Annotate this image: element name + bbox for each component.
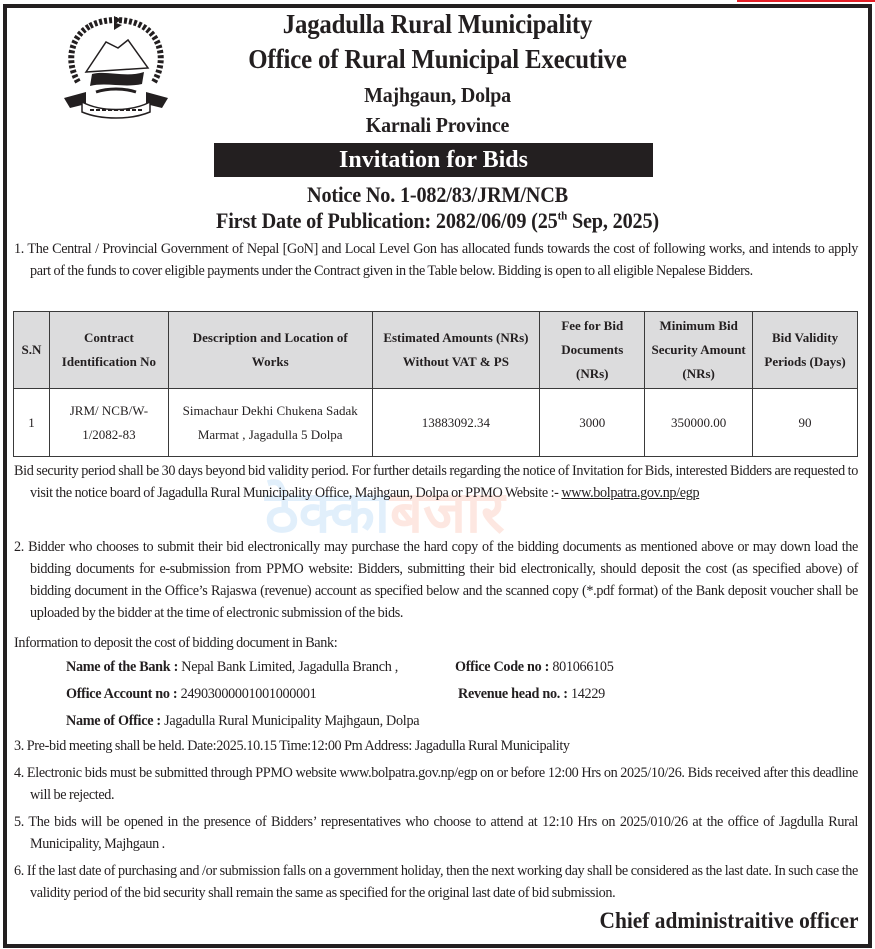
paragraph-1: 1. The Central / Provincial Government of Nepal [GoN] and Local Level Gon has allocated funds towards the cost of following works, and intends to apply part of the funds to cover eligible payments under the Contract given in the Table below. Bidding is open to all eligible Nepalese Bidders. — [14, 241, 858, 279]
account-value: 24903000001001000001 — [180, 686, 317, 702]
table-row — [14, 389, 858, 457]
paragraph-5: 5. The bids will be opened in the presence of Bidders’ representatives who choose to attend at 12:10 Hrs on 2025/010/26 at the office of Jagdulla Rural Municipality, Majhgaun . — [14, 814, 858, 852]
publication-date-sup: th — [557, 208, 568, 223]
header-description: Description and Location of Works — [168, 312, 372, 389]
header-fee: Fee for Bid Documents (NRs) — [540, 312, 645, 389]
notice-number: Notice No. 1-082/83/JRM/NCB — [307, 182, 568, 207]
invitation-banner: Invitation for Bids — [214, 143, 653, 177]
publication-date-prefix: First Date of Publication: 2082/06/09 (25 — [216, 208, 558, 233]
signature-title: Chief administraitive officer — [599, 908, 858, 933]
account-label: Office Account no : — [66, 686, 181, 702]
cell-estimated-amount: 13883092.34 — [372, 389, 540, 457]
table-header-row — [14, 312, 858, 389]
bank-name-row — [66, 656, 398, 678]
office-code-label: Office Code no : — [455, 659, 553, 675]
paragraph-6: 6. If the last date of purchasing and /or submission falls on a government holiday, then the next working day shall be considered as the last date. In such case the validity period of the bid security shall remain the same as specified for the original last date of bid submission. — [14, 863, 858, 901]
header-contract-id: Contract Identification No — [49, 312, 168, 389]
cell-validity: 90 — [753, 389, 858, 457]
bank-name-label: Name of the Bank : — [66, 659, 182, 675]
cell-fee: 3000 — [540, 389, 645, 457]
municipality-title: Jagadulla Rural Municipality — [282, 9, 593, 39]
header-bid-security: Minimum Bid Security Amount (NRs) — [645, 312, 753, 389]
paragraph-4: 4. Electronic bids must be submitted through PPMO website www.bolpatra.gov.np/egp on or before 12:00 Hrs on 2025/10/26. Bids received after this deadline will be rejected. — [14, 765, 858, 803]
paragraph-3: 3. Pre-bid meeting shall be held. Date:2025.10.15 Time:12:00 Pm Address: Jagadulla Rural Municipality — [14, 738, 570, 754]
bolpatra-link[interactable]: www.bolpatra.gov.np/egp — [561, 485, 700, 501]
watermark-part-a: ठेक्का — [265, 478, 390, 546]
office-name-label: Name of Office : — [66, 713, 165, 729]
publication-date — [35, 208, 840, 234]
bank-name-value: Nepal Bank Limited, Jagadulla Branch , — [181, 659, 399, 675]
cell-bid-security: 350000.00 — [645, 389, 753, 457]
cell-description: Simachaur Dekhi Chukena Sadak Marmat , Jagadulla 5 Dolpa — [168, 389, 372, 457]
province-name: Karnali Province — [365, 113, 510, 137]
watermark-part-b: बजार — [389, 478, 505, 546]
bank-info-heading: Information to deposit the cost of bidding document in Bank: — [14, 635, 338, 651]
header-sn: S.N — [14, 312, 50, 389]
cell-contract-id: JRM/ NCB/W-1/2082-83 — [49, 389, 168, 457]
office-code-row — [455, 656, 614, 678]
header-estimated-amount: Estimated Amounts (NRs) Without VAT & PS — [372, 312, 540, 389]
paragraph-2: 2. Bidder who chooses to submit their bid electronically may purchase the hard copy of the bidding documents as mentioned above or may down load the bidding documents for e-submission from PPMO website: Bidders, submitting their bid electronically, should deposit the cost (as specified above) of bidding document in the Office’s Rajaswa (revenue) account as specified below and the scanned copy (*.pdf format) of the Bank deposit voucher shall be uploaded by the bidder at the time of electronic submission of the bids. — [14, 539, 858, 621]
header-validity: Bid Validity Periods (Days) — [753, 312, 858, 389]
revenue-head-label: Revenue head no. : — [458, 686, 571, 702]
revenue-head-row — [458, 683, 605, 705]
bid-security-note — [14, 460, 858, 504]
cell-sn: 1 — [14, 389, 50, 457]
office-title: Office of Rural Municipal Executive — [248, 44, 627, 74]
office-address: Majhgaun, Dolpa — [364, 83, 511, 107]
publication-date-suffix: Sep, 2025) — [567, 208, 659, 233]
office-code-value: 801066105 — [552, 659, 614, 675]
revenue-head-value: 14229 — [570, 686, 605, 702]
top-red-line — [737, 0, 875, 2]
bids-table — [13, 311, 858, 457]
account-row — [66, 683, 316, 705]
office-name-value: Jagadulla Rural Municipality Majhgaun, Dolpa — [164, 713, 420, 729]
office-name-row — [66, 710, 419, 732]
bid-security-note-text: Bid security period shall be 30 days beyond bid validity period. For further details regarding the notice of Invitation for Bids, interested Bidders are requested to visit the notice board of Jagadulla Rural Municipality Office, Majhgaun, Dolpa or PPMO Website :- — [14, 463, 858, 501]
